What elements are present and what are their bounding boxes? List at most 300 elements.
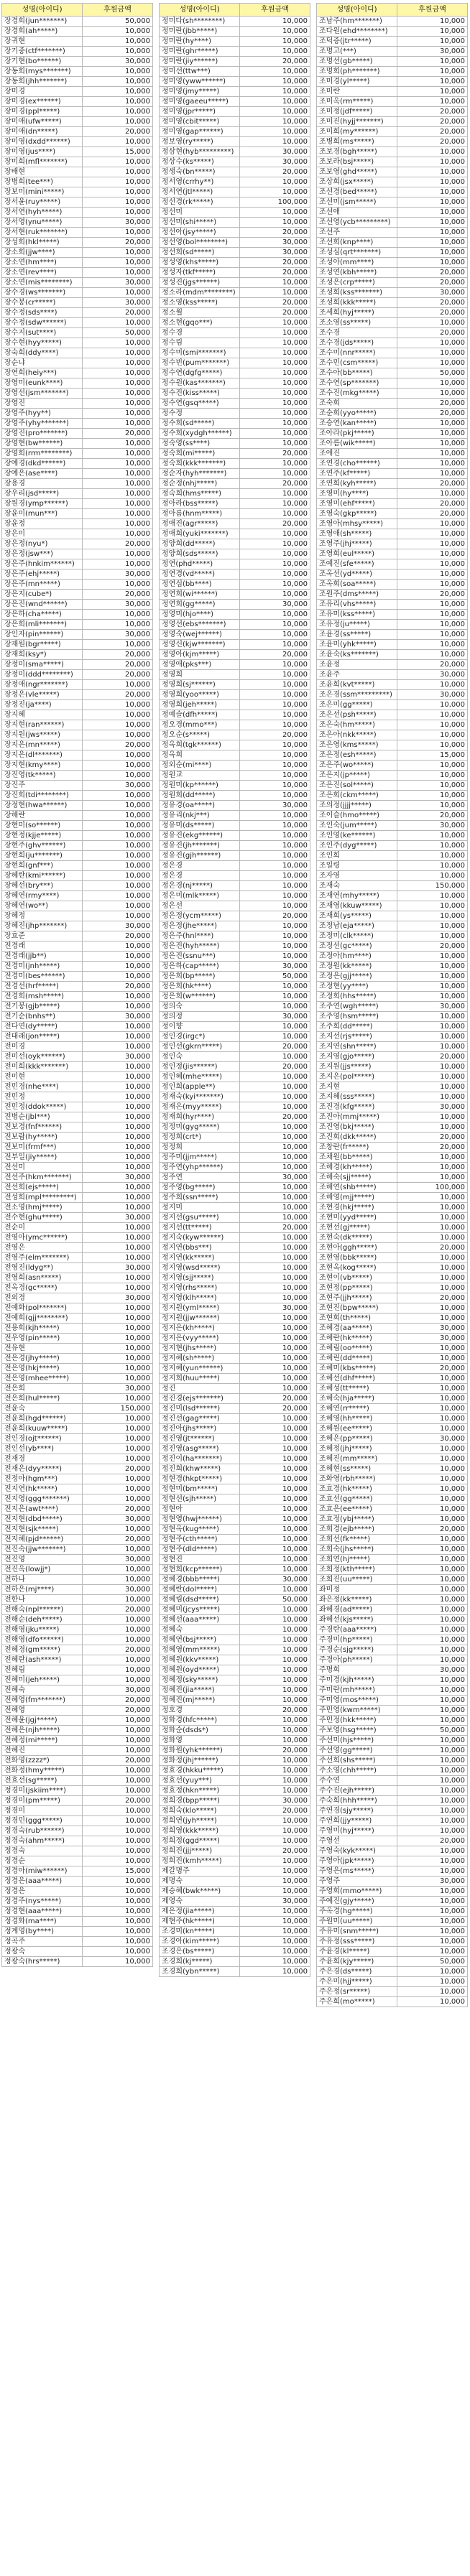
donation-amount: 30,000 — [83, 1515, 153, 1525]
donor-name: 조해경(kh*****) — [317, 1163, 397, 1173]
donation-amount: 20,000 — [397, 137, 468, 147]
donation-amount: 30,000 — [397, 1102, 468, 1112]
donor-name: 정영숙(wej******) — [160, 630, 240, 640]
donor-name: 정혜원(kkv*****) — [160, 1655, 240, 1665]
donation-amount: 10,000 — [240, 1153, 310, 1163]
donor-name: 장지은(mn*****) — [2, 740, 83, 750]
table-row — [2, 710, 153, 720]
table-row — [317, 931, 468, 941]
donor-name: 전지영(ggg*******) — [2, 1494, 83, 1505]
donation-amount: 30,000 — [240, 1303, 310, 1313]
donor-name: 전영진(ldyg**) — [2, 1263, 83, 1273]
donor-name: 조유미(kss*****) — [317, 610, 397, 620]
table-row — [2, 47, 153, 57]
donation-amount: 30,000 — [240, 801, 310, 811]
donor-name: 주은희(mo*****) — [317, 1997, 397, 2007]
table-row — [160, 1163, 310, 1173]
table-row — [317, 1052, 468, 1062]
donation-amount: 10,000 — [240, 208, 310, 218]
table-row — [160, 549, 310, 559]
donation-amount: 100,000 — [240, 197, 310, 208]
donation-amount: 10,000 — [397, 841, 468, 851]
donation-amount: 10,000 — [83, 47, 153, 57]
donation-amount: 10,000 — [240, 368, 310, 378]
table-header-row — [2, 4, 153, 17]
table-row — [2, 660, 153, 670]
table-row — [160, 700, 310, 710]
donation-amount: 15,000 — [83, 1866, 153, 1877]
donation-amount: 10,000 — [397, 801, 468, 811]
donor-name: 정미영(cbit*****) — [160, 117, 240, 127]
donor-name: 정유미(ds*****) — [160, 821, 240, 831]
table-row — [160, 841, 310, 851]
donation-amount: 20,000 — [240, 167, 310, 177]
table-row — [2, 620, 153, 630]
donation-amount: 10,000 — [240, 1635, 310, 1645]
donation-amount: 10,000 — [397, 710, 468, 720]
table-row — [2, 1303, 153, 1313]
donation-amount: 10,000 — [397, 1927, 468, 1937]
donor-name: 장동희(mys*******) — [2, 67, 83, 77]
table-row — [317, 378, 468, 389]
table-row — [160, 781, 310, 791]
table-row — [160, 1615, 310, 1625]
table-row — [2, 1153, 153, 1163]
donor-name: 조선경(bed*****) — [317, 187, 397, 197]
donor-name: 전선희(ejs*****) — [2, 1183, 83, 1193]
donation-amount: 10,000 — [397, 549, 468, 559]
table-row — [317, 57, 468, 67]
table-row — [2, 509, 153, 519]
donor-name: 정경아(miw******) — [2, 1866, 83, 1877]
table-row — [317, 1575, 468, 1585]
table-row — [317, 1625, 468, 1635]
table-row — [317, 1394, 468, 1404]
donation-amount: 10,000 — [83, 1957, 153, 1967]
donor-name: 주미란(mh*****) — [317, 1685, 397, 1696]
donation-amount: 10,000 — [397, 228, 468, 238]
donor-name: 주연희(jjy*****) — [317, 1816, 397, 1826]
donor-name: 정지희(huu*****) — [160, 1374, 240, 1384]
donor-name: 정수원(kas*******) — [160, 378, 240, 389]
donation-amount: 10,000 — [240, 218, 310, 228]
table-row — [317, 851, 468, 861]
table-row — [2, 1494, 153, 1505]
donor-name: 장은지(cube*) — [2, 590, 83, 600]
table-row — [160, 1263, 310, 1273]
donation-amount: 10,000 — [83, 610, 153, 620]
donation-amount: 10,000 — [240, 610, 310, 620]
donor-name: 조보라(bsj*****) — [317, 157, 397, 167]
table-row — [2, 1173, 153, 1183]
donation-amount: 20,000 — [397, 409, 468, 419]
donation-amount: 10,000 — [83, 1062, 153, 1072]
table-row — [160, 449, 310, 459]
table-row — [317, 569, 468, 580]
donor-name: 정경미 — [2, 1806, 83, 1816]
table-row — [317, 1706, 468, 1716]
donor-name: 조인희 — [317, 851, 397, 861]
donation-amount: 10,000 — [240, 509, 310, 519]
donor-name: 전보미(frmf***) — [2, 1143, 83, 1153]
donor-name: 조현주(jjh*****) — [317, 1293, 397, 1303]
table-row — [160, 1625, 310, 1635]
table-row — [317, 1655, 468, 1665]
table-row — [317, 1042, 468, 1052]
donor-name: 정혜연(bsj*****) — [160, 1635, 240, 1645]
table-row — [160, 1102, 310, 1112]
donor-name: 제영숙 — [160, 1897, 240, 1907]
table-row — [160, 1696, 310, 1706]
donor-name: 조현진(bpw*****) — [317, 1303, 397, 1313]
donation-amount: 20,000 — [397, 1525, 468, 1535]
donor-name: 주경란(aaa*****) — [317, 1625, 397, 1635]
donor-name: 정수연(dgfg*****) — [160, 368, 240, 378]
table-row — [317, 911, 468, 921]
donation-amount: 10,000 — [83, 1223, 153, 1233]
donor-name: 전영아(ymc******) — [2, 1233, 83, 1243]
table-row — [2, 841, 153, 851]
table-row — [317, 620, 468, 630]
table-row — [160, 1846, 310, 1856]
donation-amount: 10,000 — [240, 1293, 310, 1303]
donation-amount: 10,000 — [397, 248, 468, 258]
table-row — [2, 1344, 153, 1354]
donor-name: 정원미(kp******) — [160, 781, 240, 791]
donor-table — [1, 3, 153, 1967]
donation-amount: 10,000 — [240, 811, 310, 821]
table-row — [2, 1525, 153, 1535]
table-row — [2, 77, 153, 87]
donation-amount: 10,000 — [83, 811, 153, 821]
donor-name: 정순자(hyh*******) — [160, 469, 240, 479]
donation-amount: 20,000 — [397, 1364, 468, 1374]
donor-name: 정수희(sd*****) — [160, 419, 240, 429]
table-row — [317, 580, 468, 590]
donation-amount: 10,000 — [240, 841, 310, 851]
donation-amount: 30,000 — [397, 1334, 468, 1344]
donor-name: 장은주(hnkim******) — [2, 559, 83, 569]
donation-amount: 10,000 — [83, 1937, 153, 1947]
donation-amount: 10,000 — [397, 1635, 468, 1645]
donation-amount: 10,000 — [83, 952, 153, 962]
donor-name: 주미경(kjh*****) — [317, 1675, 397, 1685]
donor-name: 정지영(sjj*****) — [160, 1273, 240, 1283]
donation-amount: 10,000 — [240, 37, 310, 47]
table-row — [317, 720, 468, 730]
donor-name: 장서현(ruk*******) — [2, 228, 83, 238]
donor-name: 전미희(kkk*******) — [2, 1062, 83, 1072]
table-row — [2, 670, 153, 680]
table-row — [317, 399, 468, 409]
table-row — [160, 1354, 310, 1364]
donor-name: 조명희(ph*******) — [317, 67, 397, 77]
table-row — [2, 1756, 153, 1766]
donation-amount: 10,000 — [240, 529, 310, 539]
donor-name: 정소라(mdm********) — [160, 288, 240, 298]
donation-amount: 10,000 — [83, 901, 153, 911]
donor-name: 전한나 — [2, 1595, 83, 1605]
donor-table — [316, 3, 468, 2007]
donation-amount: 10,000 — [397, 569, 468, 580]
donor-name: 조주영(hsm*****) — [317, 1012, 397, 1022]
donor-name: 정삼현(hyb*********) — [160, 147, 240, 157]
table-row — [160, 167, 310, 177]
table-row — [2, 328, 153, 338]
table-row — [2, 1273, 153, 1283]
donation-amount: 10,000 — [240, 821, 310, 831]
donor-name: 장수정(sds****) — [2, 308, 83, 318]
donor-name: 조은지(jp*****) — [317, 771, 397, 781]
table-row — [160, 891, 310, 901]
donor-name: 정영희(yoo*****) — [160, 690, 240, 700]
donor-name: 조현영(bbk*****) — [317, 1253, 397, 1263]
donation-amount: 10,000 — [397, 1897, 468, 1907]
donor-name: 장미애(ufw*****) — [2, 117, 83, 127]
donor-name: 정은정(ycm*****) — [160, 911, 240, 921]
table-row — [160, 1685, 310, 1696]
table-row — [2, 1545, 153, 1555]
table-row — [317, 640, 468, 650]
donation-amount: 20,000 — [397, 941, 468, 952]
donation-amount: 30,000 — [83, 57, 153, 67]
donor-name: 조옥선(yd*****) — [317, 569, 397, 580]
table-row — [317, 1736, 468, 1746]
table-row — [317, 982, 468, 992]
donor-name: 전윤희(kuuw*****) — [2, 1424, 83, 1434]
donor-name: 주영주 — [317, 1877, 397, 1887]
donor-name: 전재은(dyy*****) — [2, 1464, 83, 1474]
table-row — [2, 1052, 153, 1062]
donation-amount: 10,000 — [240, 1344, 310, 1354]
donor-name: 장소연(hm****) — [2, 258, 83, 268]
donor-table-column-2 — [159, 3, 310, 1977]
donor-name: 전지혜(pjd******) — [2, 1535, 83, 1545]
donation-amount: 10,000 — [397, 1404, 468, 1414]
donation-amount: 10,000 — [83, 1133, 153, 1143]
donor-name: 장해란 — [2, 811, 83, 821]
donation-amount: 10,000 — [83, 469, 153, 479]
donor-name: 전경래 — [2, 941, 83, 952]
donation-amount: 10,000 — [240, 47, 310, 57]
table-row — [317, 1515, 468, 1525]
donor-name: 전하은(mj****) — [2, 1585, 83, 1595]
table-row — [160, 871, 310, 881]
donor-name: 정은주(hnl****) — [160, 931, 240, 941]
donor-name: 조숙희 — [317, 399, 397, 409]
table-row — [160, 348, 310, 358]
donation-amount: 10,000 — [83, 1917, 153, 1927]
table-row — [2, 982, 153, 992]
donation-amount: 20,000 — [83, 238, 153, 248]
table-row — [160, 952, 310, 962]
donor-name: 정영희(jeh*****) — [160, 700, 240, 710]
table-row — [160, 982, 310, 992]
table-row — [160, 499, 310, 509]
table-row — [160, 1042, 310, 1052]
donor-name: 정현선(sjh*****) — [160, 1494, 240, 1505]
donor-name: 조선희(knp****) — [317, 238, 397, 248]
donor-name: 정효선(yuy***) — [160, 1776, 240, 1786]
table-row — [160, 1183, 310, 1193]
table-row — [160, 901, 310, 911]
donor-name: 조윤주 — [317, 670, 397, 680]
donation-amount: 10,000 — [240, 1313, 310, 1324]
donor-name: 조선미(jsm*****) — [317, 197, 397, 208]
donation-amount: 10,000 — [397, 1917, 468, 1927]
donor-name: 조지혜(sss*****) — [317, 1092, 397, 1102]
donor-name: 전다연(dy*****) — [2, 1022, 83, 1032]
table-row — [2, 439, 153, 449]
donation-amount: 50,000 — [240, 972, 310, 982]
donor-name: 정혜진(mj*****) — [160, 1696, 240, 1706]
table-row — [317, 278, 468, 288]
donation-amount: 10,000 — [83, 208, 153, 218]
donor-name: 조혜선(dhf*****) — [317, 1374, 397, 1384]
table-row — [160, 308, 310, 318]
table-row — [317, 539, 468, 549]
donor-name: 장미경(ex******) — [2, 97, 83, 107]
donor-name: 정유진(ekg******) — [160, 831, 240, 841]
table-row — [2, 549, 153, 559]
donor-name: 주경순(sjg*****) — [317, 1645, 397, 1655]
table-row — [317, 1414, 468, 1424]
table-row — [317, 680, 468, 690]
table-row — [317, 47, 468, 57]
table-row — [160, 389, 310, 399]
donation-amount: 30,000 — [240, 1012, 310, 1022]
donation-amount: 10,000 — [240, 781, 310, 791]
donation-amount: 10,000 — [397, 1253, 468, 1263]
donor-name: 장원경(ymp******) — [2, 499, 83, 509]
donor-name: 제승혜(bwk*****) — [160, 1887, 240, 1897]
table-row — [317, 479, 468, 489]
donation-amount: 10,000 — [397, 187, 468, 197]
donor-name: 조성희(kkk*****) — [317, 298, 397, 308]
donation-amount: 10,000 — [240, 439, 310, 449]
table-row — [317, 610, 468, 620]
donation-amount: 10,000 — [240, 338, 310, 348]
donor-name: 정경숙(ahm*****) — [2, 1836, 83, 1846]
donation-amount: 50,000 — [397, 1957, 468, 1967]
donor-name: 정주미(jjm*****) — [160, 1153, 240, 1163]
donor-name: 정원희(dd*****) — [160, 791, 240, 801]
donation-amount: 10,000 — [240, 1535, 310, 1545]
donation-amount: 30,000 — [83, 1685, 153, 1696]
table-row — [317, 821, 468, 831]
donor-name: 장기중(ctf*******) — [2, 47, 83, 57]
donor-name: 정인경(irgc*) — [160, 1032, 240, 1042]
donor-name: 정수림 — [160, 338, 240, 348]
donation-amount: 10,000 — [240, 1283, 310, 1293]
donor-name: 전영주(elm*******) — [2, 1253, 83, 1263]
table-row — [317, 730, 468, 740]
donor-name: 정영신(kjw*******) — [160, 640, 240, 650]
donor-name: 조세희(hyj*****) — [317, 308, 397, 318]
donation-amount: 10,000 — [397, 1655, 468, 1665]
donor-name: 조성연(kbh*****) — [317, 268, 397, 278]
donation-amount: 10,000 — [397, 1203, 468, 1213]
donation-amount: 10,000 — [83, 399, 153, 409]
donation-amount: 10,000 — [83, 489, 153, 499]
donor-name: 정현옥(kug*****) — [160, 1525, 240, 1535]
donor-name: 조정선(gc*****) — [317, 941, 397, 952]
donation-amount: 10,000 — [397, 1967, 468, 1977]
donation-amount: 10,000 — [397, 1585, 468, 1595]
table-row — [2, 368, 153, 378]
donation-amount: 10,000 — [83, 1072, 153, 1082]
donation-amount: 10,000 — [240, 1324, 310, 1334]
table-row — [2, 389, 153, 399]
donor-name: 조정원(kk*****) — [317, 962, 397, 972]
donor-name: 전예화(pol*******) — [2, 1303, 83, 1313]
donor-name: 전혜영 — [2, 1706, 83, 1716]
donor-name: 정진이(ha*******) — [160, 1454, 240, 1464]
table-row — [2, 1565, 153, 1575]
table-row — [2, 268, 153, 278]
donor-name: 장경희(jun*******) — [2, 17, 83, 27]
donation-amount: 30,000 — [397, 1877, 468, 1887]
donation-amount: 10,000 — [240, 1625, 310, 1635]
table-row — [160, 1796, 310, 1806]
table-row — [317, 348, 468, 358]
table-row — [160, 1122, 310, 1133]
donor-name: 정현진 — [160, 1555, 240, 1565]
donor-name: 조채원(bb*****) — [317, 1153, 397, 1163]
table-row — [317, 308, 468, 318]
table-row — [160, 1173, 310, 1183]
table-row — [2, 218, 153, 228]
table-row — [2, 208, 153, 218]
donor-name: 정숙영(ss****) — [160, 439, 240, 449]
donor-name: 조혜영(hh*****) — [317, 1414, 397, 1424]
table-row — [317, 590, 468, 600]
donation-amount: 10,000 — [240, 680, 310, 690]
table-row — [160, 1575, 310, 1585]
donor-name: 정혜림(dsd*****) — [160, 1595, 240, 1605]
table-row — [2, 1806, 153, 1816]
donor-name: 전진옥(lowjj*) — [2, 1565, 83, 1575]
donation-amount: 10,000 — [83, 1736, 153, 1746]
table-row — [2, 811, 153, 821]
table-row — [317, 449, 468, 459]
header-name: 성명(아이디) — [2, 4, 83, 17]
donor-name: 조희연(hj*****) — [317, 1555, 397, 1565]
donation-amount: 10,000 — [240, 1414, 310, 1424]
donor-name: 장혜연(wo**) — [2, 901, 83, 911]
table-row — [160, 1032, 310, 1042]
donation-amount: 10,000 — [240, 1384, 310, 1394]
donation-amount: 20,000 — [397, 1052, 468, 1062]
table-row — [160, 771, 310, 781]
donation-amount: 10,000 — [240, 399, 310, 409]
donation-amount: 10,000 — [83, 730, 153, 740]
table-row — [317, 469, 468, 479]
donation-amount: 10,000 — [397, 1977, 468, 1987]
table-row — [160, 911, 310, 921]
table-header-row — [317, 4, 468, 17]
table-row — [160, 419, 310, 429]
donor-name: 정수정 — [160, 409, 240, 419]
table-row — [2, 529, 153, 539]
donor-name: 조경희(ybn*****) — [160, 1967, 240, 1977]
donation-amount: 30,000 — [397, 670, 468, 680]
table-row — [2, 1645, 153, 1655]
donor-name: 전순미 — [2, 1223, 83, 1233]
table-row — [2, 338, 153, 348]
donation-amount: 30,000 — [240, 1796, 310, 1806]
donor-name: 조경은(bs*****) — [160, 1947, 240, 1957]
